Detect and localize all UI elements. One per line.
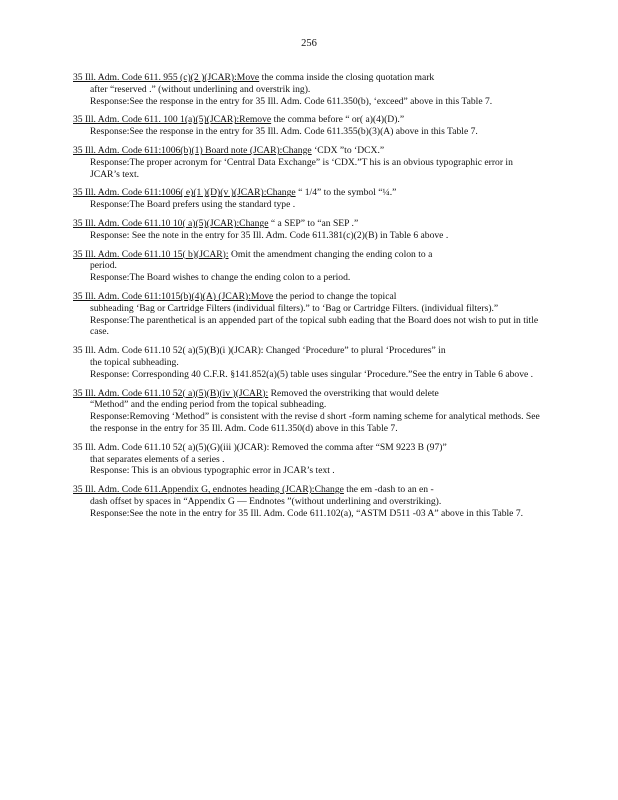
comment-entry — [73, 187, 543, 211]
comment-entry — [73, 442, 543, 477]
entry-comment-continuation: that separates elements of a series . — [90, 453, 225, 465]
page-number: 256 — [301, 38, 317, 49]
entry-comment-text: Removed the overstriking that would delete — [268, 387, 439, 399]
entry-comment-text: “ 1/4” to the symbol “¼.” — [295, 187, 397, 199]
entry-comment-text: the comma before “ or( a)(4)(D).” — [271, 114, 405, 126]
entry-comment-text: 35 Ill. Adm. Code 611.10 52( a)(5)(G)(iii )(JCAR): Removed the comma after “SM 9223 B (97)” — [73, 441, 447, 453]
entry-response: Response:The proper acronym for ‘Central Data Exchange” is ‘CDX.”T his is an obvious typographic error in JCAR’s text. — [90, 156, 513, 180]
entry-heading — [73, 145, 543, 157]
comment-entry — [73, 249, 543, 284]
entry-heading — [73, 218, 543, 230]
entry-comment-continuation: period. — [90, 260, 117, 272]
entry-citation: 35 Ill. Adm. Code 611:1006( e)(1 )(D)(v )(JCAR):Change — [73, 187, 296, 199]
comment-entry — [73, 114, 543, 138]
entry-citation: 35 Ill. Adm. Code 611:1006(b)(1) Board note (JCAR):Change — [73, 144, 312, 156]
comment-entry — [73, 145, 543, 180]
comment-entry — [73, 388, 543, 435]
entry-heading — [73, 249, 543, 261]
comment-entry — [73, 484, 543, 519]
entry-response: Response:The Board wishes to change the ending colon to a period. — [90, 272, 351, 284]
entry-comment-continuation: the topical subheading. — [90, 356, 179, 368]
entry-response: Response:See the response in the entry for 35 Ill. Adm. Code 611.355(b)(3)(A) above in this Table 7. — [90, 126, 478, 138]
entry-heading — [73, 291, 543, 303]
comment-entry — [73, 218, 543, 242]
entry-comment-continuation: dash offset by spaces in “Appendix G — Endnotes ”(without underlining and overstriking). — [90, 495, 442, 507]
entry-citation: 35 Ill. Adm. Code 611.Appendix G, endnotes heading (JCAR):Change — [73, 484, 344, 496]
entry-heading — [73, 72, 543, 84]
entry-citation: 35 Ill. Adm. Code 611.10 15( b)(JCAR): — [73, 248, 229, 260]
entry-heading — [73, 187, 543, 199]
entry-heading — [73, 114, 543, 126]
entry-citation: 35 Ill. Adm. Code 611.10 52( a)(5)(B)(iv )(JCAR): — [73, 387, 269, 399]
entry-comment-text: the period to change the topical — [273, 290, 397, 302]
entry-response: Response: Corresponding 40 C.F.R. §141.852(a)(5) table uses singular ‘Procedure.”See the entry in Table 6 above . — [90, 368, 534, 380]
comment-entry — [73, 72, 543, 107]
entry-heading — [73, 388, 543, 400]
entry-citation: 35 Ill. Adm. Code 611. 955 (c)(2 )(JCAR):Move — [73, 72, 260, 83]
entry-comment-continuation: after “reserved .” (without underlining and overstrik ing). — [90, 83, 311, 95]
entry-response: Response:See the response in the entry for 35 Ill. Adm. Code 611.350(b), ‘exceed” above in this Table 7. — [90, 95, 493, 107]
entry-comment-text: the comma inside the closing quotation mark — [259, 72, 435, 83]
comment-entry — [73, 345, 543, 380]
entry-response: Response: See the note in the entry for 35 Ill. Adm. Code 611.381(c)(2)(B) in Table 6 above . — [90, 229, 449, 241]
entry-heading — [73, 484, 543, 496]
entry-comment-text: Omit the amendment changing the ending colon to a — [228, 248, 433, 260]
comment-entry — [73, 291, 543, 338]
entry-comment-text: the em -dash to an en - — [343, 484, 434, 496]
entry-comment-continuation: “Method” and the ending period from the topical subheading. — [90, 399, 327, 411]
entry-response: Response:See the note in the entry for 35 Ill. Adm. Code 611.102(a), “ASTM D511 -03 A” above in this Table 7. — [90, 507, 524, 519]
entry-heading — [73, 442, 543, 454]
entry-response: Response:The parenthetical is an appended part of the topical subh eading that the Board does not wish to put in title case. — [90, 314, 539, 338]
entry-citation: 35 Ill. Adm. Code 611:1015(b)(4)(A) (JCAR):Move — [73, 290, 274, 302]
entry-comment-text: ‘CDX ”to ‘DCX.” — [311, 144, 385, 156]
entry-response: Response:Removing ‘Method” is consistent with the revise d short -form naming scheme for analytical methods. See the response in the entry for 35 Ill. Adm. Code 611.350(d) above in this Table 7. — [90, 411, 540, 434]
entry-heading — [73, 345, 543, 357]
entry-comment-text: “ a SEP” to “an SEP .” — [268, 217, 359, 229]
entry-response: Response: This is an obvious typographic error in JCAR’s text . — [90, 465, 335, 477]
entry-citation: 35 Ill. Adm. Code 611.10 10( a)(5)(JCAR):Change — [73, 217, 269, 229]
entries-list — [73, 72, 543, 527]
entry-comment-continuation: subheading ‘Bag or Cartridge Filters (individual filters).” to ‘Bag or Cartridge Filters. (individual filters).” — [90, 302, 499, 314]
entry-citation: 35 Ill. Adm. Code 611. 100 1(a)(5)(JCAR):Remove — [73, 114, 272, 126]
entry-response: Response:The Board prefers using the standard type . — [90, 199, 296, 211]
entry-comment-text: 35 Ill. Adm. Code 611.10 52( a)(5)(B)(i )(JCAR): Changed ‘Procedure” to plural ‘Procedures” in — [73, 345, 446, 357]
